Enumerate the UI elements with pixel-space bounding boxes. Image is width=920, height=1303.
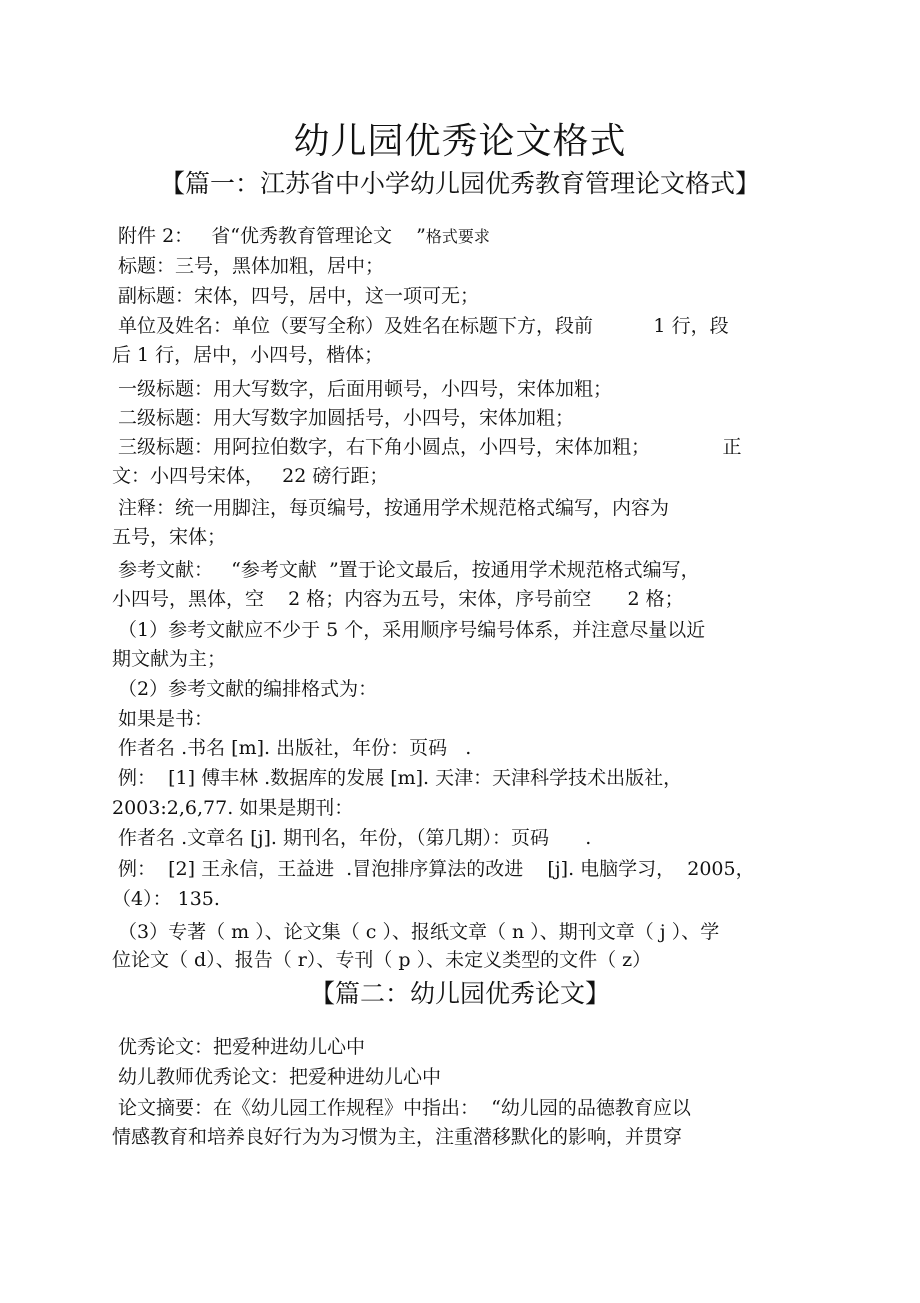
attachment-main: 附件 2： 省“优秀教育管理论文 ” (112, 225, 426, 247)
text-line: 二级标题：用大写数字加圆括号，小四号，宋体加粗； (112, 407, 575, 429)
attachment-line (112, 223, 490, 250)
text-line: 优秀论文：把爱种进幼儿心中 (112, 1036, 366, 1058)
text-line: 2003:2,6,77. 如果是期刊： (112, 797, 354, 819)
text-line: 位论文（ d）、报告（ r）、专刊（ p ）、未定义类型的文件（ z） (112, 949, 652, 971)
text-line: 例： [1] 傅丰林 .数据库的发展 [m]. 天津：天津科学技术出版社， (112, 767, 683, 789)
text-line: 三级标题：用阿拉伯数字，右下角小圆点，小四号，宋体加粗； 正 (112, 436, 742, 458)
text-line: （4）： 135. (112, 888, 220, 910)
text-line: 作者名 .书名 [m]. 出版社，年份：页码 . (112, 737, 472, 759)
text-line: （3）专著（ m ）、论文集（ c ）、报纸文章（ n ）、期刊文章（ j ）、学 (112, 921, 720, 943)
text-line: 作者名 .文章名 [j]. 期刊名，年份，（第几期）：页码 . (112, 827, 592, 849)
text-line: （1）参考文献应不少于 5 个，采用顺序号编号体系，并注意尽量以近 (112, 619, 706, 641)
text-line: 副标题：宋体，四号，居中，这一项可无； (112, 285, 480, 307)
section-two-heading: 【篇二：幼儿园优秀论文】 (309, 979, 610, 1008)
text-line: 幼儿教师优秀论文：把爱种进幼儿心中 (112, 1066, 442, 1088)
text-line: 文：小四号宋体， 22 磅行距； (112, 465, 389, 487)
text-line: 小四号，黑体，空 2 格；内容为五号，宋体，序号前空 2 格； (112, 588, 684, 610)
text-line: 注释：统一用脚注，每页编号，按通用学术规范格式编写，内容为 (112, 497, 670, 519)
text-line: 期文献为主； (112, 648, 227, 670)
text-line: 一级标题：用大写数字，后面用顿号，小四号，宋体加粗； (112, 378, 613, 400)
text-line: 如果是书： (112, 708, 214, 730)
text-line: 单位及姓名：单位（要写全称）及姓名在标题下方，段前 1 行，段 (112, 315, 729, 337)
text-line: 参考文献： “参考文献 ”置于论文最后，按通用学术规范格式编写， (112, 559, 700, 581)
document-title: 幼儿园优秀论文格式 (293, 121, 627, 162)
text-line: 论文摘要：在《幼儿园工作规程》中指出： “幼儿园的品德教育应以 (112, 1097, 691, 1119)
text-line: （2）参考文献的编排格式为： (112, 678, 378, 700)
text-line: 五号，宋体； (112, 526, 227, 548)
text-line: 后 1 行，居中，小四号，楷体； (112, 344, 384, 366)
text-line: 情感教育和培养良好行为为习惯为主，注重潜移默化的影响，并贯穿 (112, 1126, 683, 1148)
text-line: 标题：三号，黑体加粗，居中； (112, 255, 385, 277)
attachment-tail: 格式要求 (425, 227, 490, 246)
text-line: 例： [2] 王永信，王益进 .冒泡排序算法的改进 [j]. 电脑学习， 2005， (112, 858, 755, 880)
section-one-heading: 【篇一：江苏省中小学幼儿园优秀教育管理论文格式】 (159, 169, 760, 198)
